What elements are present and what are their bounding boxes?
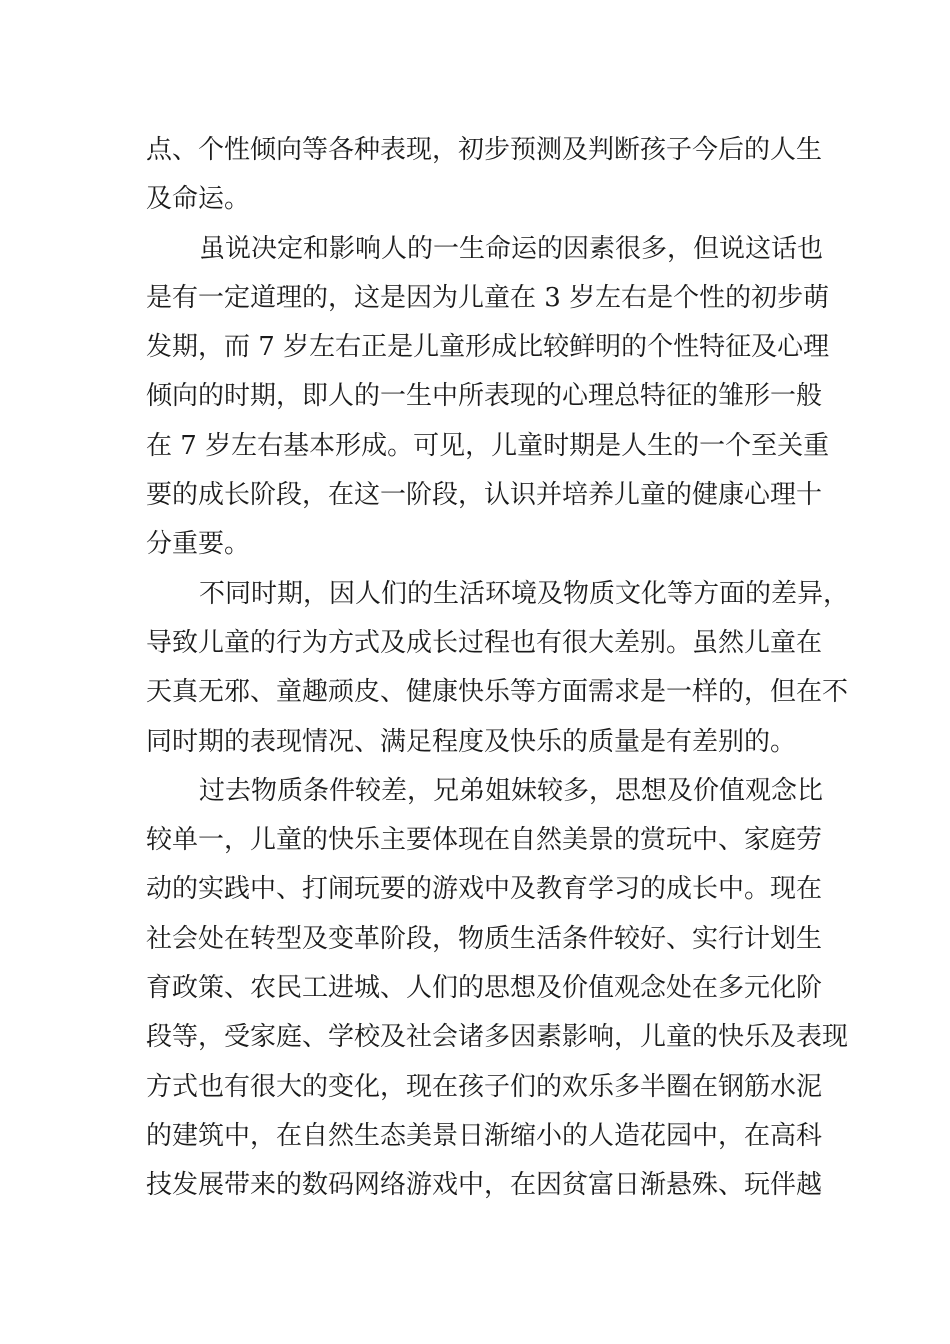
text-line: 段等，受家庭、学校及社会诸多因素影响，儿童的快乐及表现 — [146, 1022, 849, 1053]
text-line: 方式也有很大的变化，现在孩子们的欢乐多半圈在钢筋水泥 — [146, 1071, 823, 1102]
document-body — [146, 126, 850, 1211]
text-line: 技发展带来的数码网络游戏中，在因贫富日渐悬殊、玩伴越 — [146, 1170, 823, 1201]
text-line: 倾向的时期，即人的一生中所表现的心理总特征的雏形一般 — [146, 381, 823, 412]
text-line: 同时期的表现情况、满足程度及快乐的质量是有差别的。 — [146, 726, 797, 757]
text-line: 要的成长阶段，在这一阶段，认识并培养儿童的健康心理十 — [146, 480, 823, 511]
text-line: 及命运。 — [146, 184, 251, 215]
text-line: 育政策、农民工进城、人们的思想及价值观念处在多元化阶 — [146, 973, 823, 1004]
text-line: 是有一定道理的，这是因为儿童在 3 岁左右是个性的初步萌 — [146, 282, 830, 313]
text-line: 点、个性倾向等各种表现，初步预测及判断孩子今后的人生 — [146, 135, 823, 165]
text-line: 分重要。 — [146, 529, 251, 560]
paragraph-first-line: 过去物质条件较差，兄弟姐妹较多，思想及价值观念比 — [199, 775, 824, 806]
paragraph-first-line: 虽说决定和影响人的一生命运的因素很多，但说这话也 — [199, 233, 824, 264]
text-line: 较单一，儿童的快乐主要体现在自然美景的赏玩中、家庭劳 — [146, 825, 823, 856]
text-line: 导致儿童的行为方式及成长过程也有很大差别。虽然儿童在 — [146, 627, 823, 658]
paragraph-first-line: 不同时期，因人们的生活环境及物质文化等方面的差异， — [199, 578, 850, 609]
text-line: 动的实践中、打闹玩要的游戏中及教育学习的成长中。现在 — [146, 874, 823, 905]
text-line: 天真无邪、童趣顽皮、健康快乐等方面需求是一样的，但在不 — [146, 677, 849, 708]
text-line: 在 7 岁左右基本形成。可见，儿童时期是人生的一个至关重 — [146, 430, 830, 461]
text-line: 社会处在转型及变革阶段，物质生活条件较好、实行计划生 — [146, 923, 823, 954]
text-line: 的建筑中，在自然生态美景日渐缩小的人造花园中，在高科 — [146, 1120, 823, 1151]
text-line: 发期，而 7 岁左右正是儿童形成比较鲜明的个性特征及心理 — [146, 332, 830, 363]
